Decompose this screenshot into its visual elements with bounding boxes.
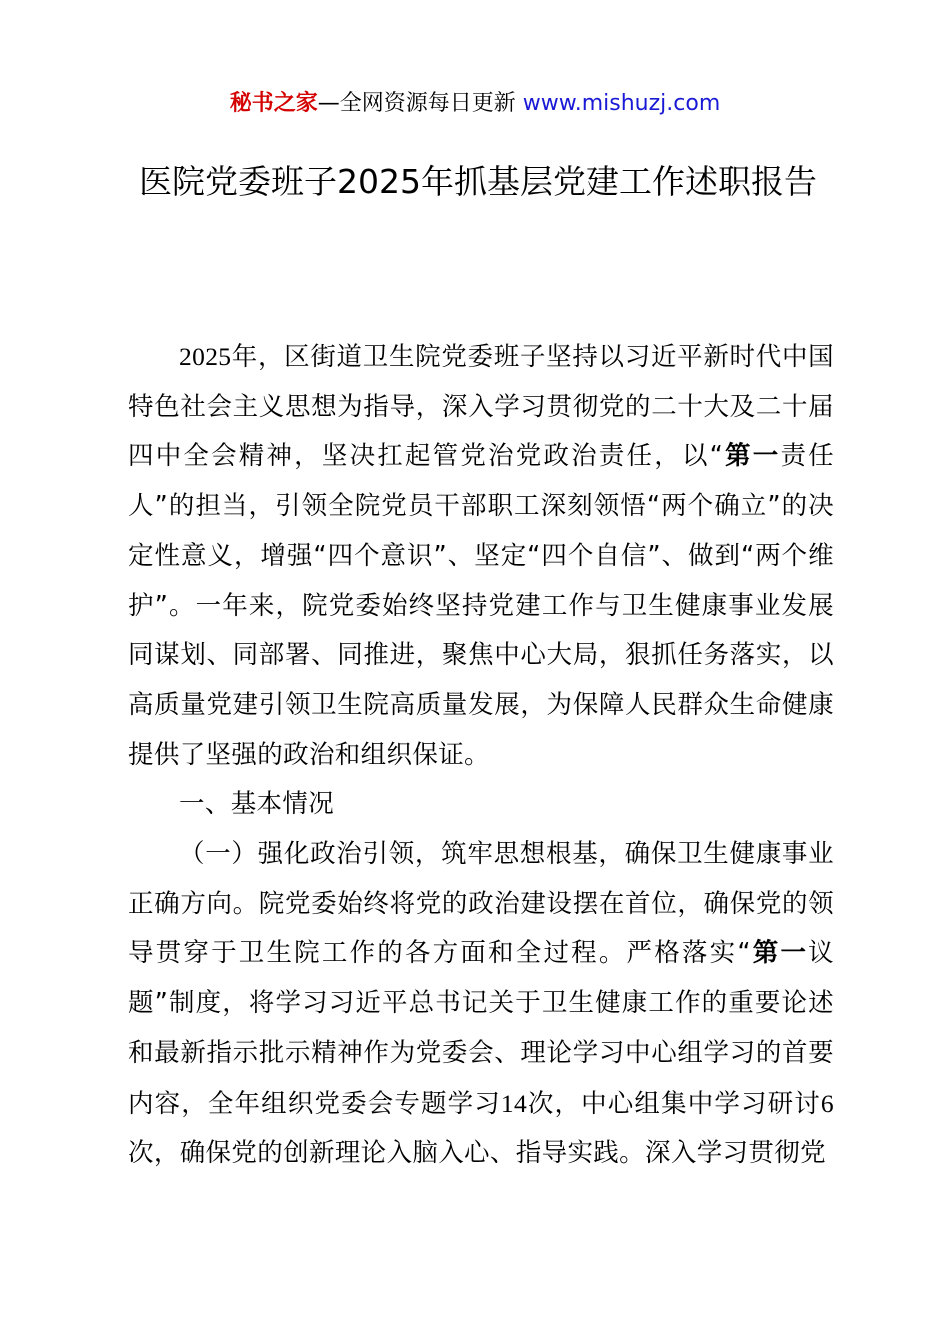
count-number: 14	[500, 1088, 528, 1118]
site-header	[0, 86, 950, 122]
section-text-part: 次，确保党的创新理论入脑入心、指导实践。深入学习贯彻党	[128, 1138, 826, 1169]
section-text-part: （一）强化政治引领，筑牢思想根基，确保卫生健康事业正确方向。院党委始终将党的政治建设摆在首位，确保党的领导贯穿于卫生院工作的各方面和全过程。严格落实“	[128, 839, 834, 969]
section-text-part: 次，中心组集中学习研讨	[527, 1088, 821, 1119]
header-tagline: —全网资源每日更新	[317, 91, 523, 116]
site-url-link[interactable]: www.mishuzj.com	[522, 91, 721, 116]
intro-text-part: 责任人”的担当，引领全院党员干部职工深刻领悟“两个确立”的决定性意义，增强“四个意识”、坚定“四个自信”、做到“两个维护”。一年来，院党委始终坚持党建工作与卫生健康事业发展同谋划、同部署、同推进，聚焦中心大局，狠抓任务落实，以高质量党建引领卫生院高质量发展，为保障人民群众生命健康提供了坚强的政治和组织保证。	[128, 441, 835, 770]
bold-text: 第一	[723, 441, 781, 472]
document-body	[128, 332, 834, 1179]
brand-name: 秘书之家	[229, 91, 318, 116]
bold-text: 第一	[750, 938, 809, 969]
intro-paragraph	[128, 332, 834, 780]
section-text-part: 议题”制度，将学习习近平总书记关于卫生健康工作的重要论述和最新指示批示精神作为党委会、理论学习中心组学习的首要内容，全年组织党委会专题学习	[128, 938, 835, 1119]
section-paragraph	[128, 830, 834, 1179]
document-title: 医院党委班子2025年抓基层党建工作述职报告	[139, 162, 817, 201]
count-number: 6	[820, 1088, 834, 1118]
intro-text-part: 年，区街道卫生院党委班子坚持以习近平新时代中国特色社会主义思想为指导，深入学习贯彻党的二十大及二十届四中全会精神，坚决扛起管党治党政治责任，以“	[128, 342, 834, 472]
section-heading: 一、基本情况	[179, 789, 335, 820]
year-number: 2025	[179, 342, 232, 371]
